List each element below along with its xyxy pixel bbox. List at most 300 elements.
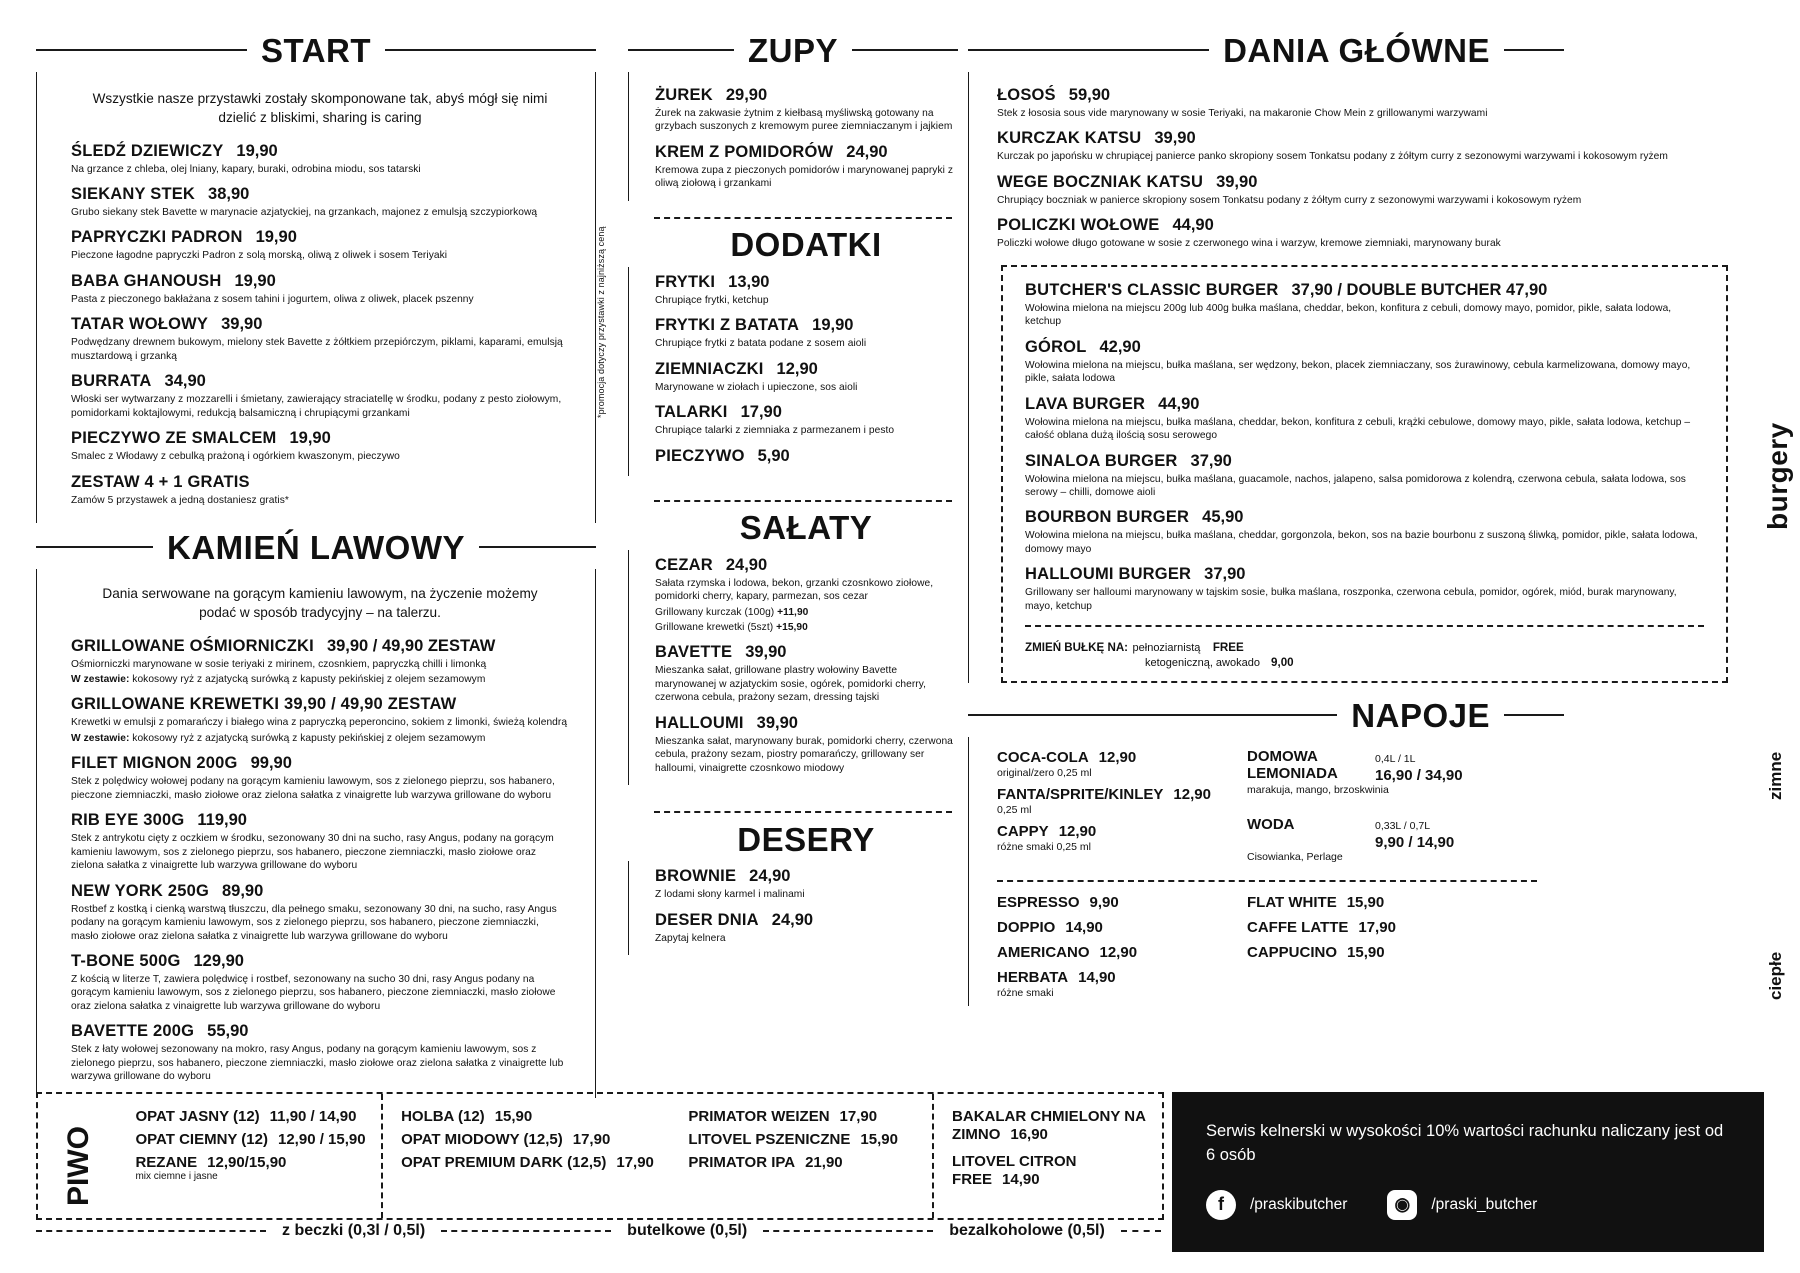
- facebook-icon[interactable]: f: [1206, 1190, 1236, 1220]
- item-description: Zamów 5 przystawek a jedną dostaniesz gratis*: [71, 494, 289, 506]
- drinks-hot-right: [1247, 894, 1547, 1006]
- cieple-vertical-label: ciepłe: [1766, 951, 1785, 1000]
- drink-price: 16,90 / 34,90: [1375, 767, 1463, 785]
- rule-left: [628, 49, 734, 51]
- item-set-description: W zestawie: kokosowy ryż z azjatycką surówką z kapusty pekińskiej z olejem sezamowym: [71, 732, 486, 744]
- item-price: 39,90: [745, 643, 787, 662]
- beer-price: 14,90: [1002, 1170, 1040, 1188]
- item-description: Wołowina mielona na miejscu, bułka maślana, cheddar, bekon, konfitura z cebuli, krążki cebulowe, domowy mayo, pikle, sałata lodowa, ketchup – całość oblana dużą ilością sosu serowego: [1025, 416, 1691, 442]
- item-description: Policzki wołowe długo gotowane w sosie z czerwonego wina i warzyw, kremowe ziemniaki, marynowany burak: [997, 238, 1501, 250]
- item-description: Pasta z pieczonego bakłażana z sosem tahini i jogurtem, oliwa z oliwek, placek pszenny: [71, 293, 474, 305]
- item-description: Krewetki w emulsji z pomarańczy i białego wina z papryczką peperoncino, sokiem z limonki, świeżą kolendrą: [71, 717, 568, 729]
- item-description: Grubo siekany stek Bavette w marynacie azjatyckiej, na grzankach, majonez z emulsją szczypiorkową: [71, 206, 538, 218]
- drink-row: [997, 894, 1247, 912]
- item-name: ZIEMNIACZKI: [655, 359, 764, 378]
- item-price: 37,90 / DOUBLE BUTCHER 47,90: [1291, 280, 1548, 299]
- menu-item: [655, 643, 958, 704]
- social-links: [1206, 1190, 1730, 1220]
- item-description: Wołowina mielona na miejscu, bułka maślana, guacamole, nachos, jalapeno, salsa pomidorowa z kolendrą, czerwona cebula, sałata lodowa, sos serowy – chilli, domowe aioli: [1025, 473, 1686, 498]
- item-description: Kurczak po japońsku w chrupiącej panierce panko skropiony sosem Tonkatsu podany z żółtym curry z sezonowymi warzywami i kokosowym ryżem: [997, 151, 1668, 163]
- drink-volume: 0,33L / 0,7L: [1375, 820, 1431, 833]
- item-name: TATAR WOŁOWY: [71, 315, 209, 334]
- item-price: 42,90: [1099, 337, 1141, 356]
- menu-item: [655, 316, 958, 350]
- menu-item: [71, 637, 569, 687]
- menu-item: [655, 360, 958, 394]
- item-description: Stek z antrykotu cięty z oczkiem w środku, sezonowany 30 dni na sucho, rasy Angus, podany na gorącym kamieniu lawowym, sos z zielonego pieprzu, sos habanero, pieczone ziemniaczki, masło ziołowe oraz zielona sałatka z vinaigrette lub warzywa grillowane do wyboru: [71, 833, 554, 872]
- item-name: CEZAR: [655, 555, 713, 574]
- napoje-body: [968, 737, 1768, 1006]
- set-label: W zestawie:: [71, 732, 130, 744]
- item-description: Mieszanka sałat, marynowany burak, pomidorki cherry, czerwona cebula, prażony sezam, piostry pomarańczy, grillowany ser halloumi, vinaigrette czosnkowo miodowy: [655, 735, 953, 774]
- beer-name: PRIMATOR IPA: [688, 1154, 796, 1171]
- salaty-body: [628, 550, 958, 786]
- section-header-zupy: [628, 28, 958, 72]
- item-name: SINALOA BURGER: [1025, 451, 1178, 470]
- section-header-salaty: [628, 506, 958, 550]
- menu-item: [997, 216, 1768, 250]
- drink-price: 12,90: [1173, 786, 1211, 804]
- rule-right: [479, 546, 596, 548]
- item-price: 45,90: [1202, 508, 1244, 527]
- beer-label-cell: [38, 1094, 117, 1218]
- item-description: Z lodami słony karmel i malinami: [655, 889, 805, 901]
- beer-name: BAKALAR CHMIELONY NA ZIMNO: [952, 1108, 1146, 1144]
- item-price: 19,90: [234, 271, 276, 290]
- piwo-vertical-label: PIWO: [62, 1126, 95, 1206]
- item-name: ŁOSOŚ: [997, 86, 1056, 104]
- item-name: FRYTKI Z BATATA: [655, 316, 800, 335]
- menu-item: [71, 754, 569, 802]
- drink-sub: różne smaki 0,25 ml: [997, 841, 1091, 854]
- item-addon: Grillowany kurczak (100g) +11,90: [655, 606, 809, 618]
- drink-name: DOPPIO: [997, 919, 1056, 937]
- menu-item: [1025, 565, 1704, 613]
- item-price: 24,90: [749, 867, 791, 886]
- drink-sub: różne smaki: [997, 987, 1054, 1000]
- column-middle: [628, 28, 958, 955]
- menu-item: [655, 143, 958, 191]
- drink-price: 9,90: [1089, 894, 1119, 912]
- menu-item: [997, 86, 1768, 120]
- item-name: BROWNIE: [655, 867, 737, 886]
- drink-price: 12,90: [1098, 749, 1137, 767]
- kamien-box: [36, 569, 596, 1098]
- beer-price: 17,90: [616, 1154, 654, 1171]
- drink-name: CAPPUCINO: [1247, 944, 1338, 962]
- rule-right: [385, 49, 596, 51]
- item-price: 34,90: [164, 372, 206, 391]
- item-price: 39,90: [221, 315, 263, 334]
- item-name: LAVA BURGER: [1025, 394, 1146, 413]
- menu-item: [71, 228, 569, 262]
- section-header-kamien: [36, 525, 596, 569]
- beer-name: OPAT MIODOWY (12,5): [401, 1131, 563, 1148]
- drink-row: [997, 919, 1247, 937]
- bun-swap-label: ZMIEŃ BUŁKĘ NA:: [1025, 641, 1129, 655]
- item-name: RIB EYE 300G: [71, 811, 185, 830]
- beer-footer-nonalcoholic: bezalkoholowe (0,5l): [949, 1222, 1105, 1239]
- rule-right: [1504, 714, 1564, 716]
- drink-price: 15,90: [1347, 944, 1385, 962]
- item-description: Żurek na zakwasie żytnim z kiełbasą myśliwską gotowany na grzybach suszonych z kremowym puree ziemniaczanym i jajkiem: [655, 108, 953, 133]
- bun-swap-row: [1145, 656, 1704, 669]
- item-description: Wołowina mielona na miejscu, bułka maślana, cheddar, gorgonzola, bekon, sos na bazie bourbonu z suszoną śliwką, pomidor, pikle, sałata lodowa, domowy mayo: [1025, 530, 1698, 555]
- item-price: 19,90: [236, 141, 278, 160]
- item-description: Marynowane w ziołach i upieczone, sos aioli: [655, 381, 858, 393]
- beer-footer-draft: z beczki (0,3l / 0,5l): [282, 1222, 426, 1239]
- item-name: WEGE BOCZNIAK KATSU: [997, 172, 1204, 191]
- section-title-dania: DANIA GŁÓWNE: [1223, 31, 1490, 69]
- menu-item: [997, 173, 1768, 207]
- item-price: 89,90: [222, 881, 264, 900]
- rule-left: [968, 49, 1209, 51]
- item-description: Stek z łososia sous vide marynowany w sosie Teriyaki, na makaronie Chow Mein z grillowanymi warzywami: [997, 108, 1488, 119]
- beer-item: [688, 1131, 922, 1148]
- beer-col-bottled2: [670, 1094, 932, 1218]
- drink-sub: Cisowianka, Perlage: [1247, 851, 1343, 864]
- item-name: BUTCHER'S CLASSIC BURGER: [1025, 280, 1279, 299]
- menu-item: [71, 185, 569, 219]
- item-price: 129,90: [193, 951, 244, 970]
- section-title-napoje: NAPOJE: [1351, 696, 1490, 734]
- beer-price: 17,90: [572, 1131, 611, 1148]
- drink-name: FLAT WHITE: [1247, 894, 1337, 912]
- item-price: 13,90: [728, 272, 770, 291]
- instagram-icon[interactable]: ◉: [1387, 1190, 1417, 1220]
- item-description: Ośmiorniczki marynowane w sosie teriyaki z mirinem, czosnkiem, papryczką chilli i limonką: [71, 658, 487, 670]
- item-price: 44,90: [1172, 216, 1214, 235]
- section-title-start: START: [260, 31, 372, 69]
- drink-price: 17,90: [1358, 919, 1396, 937]
- zimne-vertical-label: zimne: [1766, 751, 1785, 800]
- beer-name: OPAT PREMIUM DARK (12,5): [401, 1154, 607, 1171]
- item-name: HALLOUMI BURGER: [1025, 565, 1192, 584]
- drink-price: 14,90: [1078, 969, 1116, 987]
- item-description: Włoski ser wytwarzany z mozzarelli i śmietany, zawierający straciatellę w środku, podany z pesto ziołowym, pomidorkami koktajlowymi, redukcją balsamiczną i chrupiącymi grzankami: [71, 394, 562, 419]
- item-price: 38,90: [208, 184, 250, 203]
- section-header-dodatki: [628, 223, 958, 267]
- drink-row: [1247, 749, 1547, 796]
- section-header-desery: [628, 817, 958, 861]
- rule-left: [36, 49, 247, 51]
- item-description: Mieszanka sałat, grillowane plastry wołowiny Bavette marynowanej w azjatyckim sosie, ogórek, pomidorki cherry, czerwona cebula, prażony sezam, dressing tajski: [655, 665, 927, 704]
- drink-row: [997, 786, 1247, 816]
- facebook-handle[interactable]: /praskibutcher: [1250, 1195, 1348, 1213]
- menu-item: [71, 695, 569, 745]
- burgery-vertical-label: burgery: [1762, 422, 1793, 530]
- rule-right: [1504, 49, 1564, 51]
- drink-price: 14,90: [1065, 919, 1103, 937]
- menu-item: [71, 142, 569, 176]
- drink-row: [1247, 919, 1547, 937]
- drinks-hot-left: [997, 894, 1247, 1006]
- beer-item: [135, 1108, 371, 1125]
- drink-name: ESPRESSO: [997, 894, 1080, 912]
- menu-item: [1025, 338, 1704, 386]
- desery-body: [628, 861, 958, 955]
- item-description: Podwędzany drewnem bukowym, mielony stek Bavette z żółtkiem przepiórczym, piklami, kaparami, emulsją musztardową i grzanką: [71, 337, 563, 362]
- rule-right: [852, 49, 958, 51]
- beer-name: OPAT CIEMNY (12): [135, 1131, 268, 1148]
- item-name: FRYTKI: [655, 272, 716, 291]
- item-set-description: W zestawie: kokosowy ryż z azjatycką surówką z kapusty pekińskiej z olejem sezamowym: [71, 673, 486, 685]
- item-price: 39,90: [1154, 129, 1196, 148]
- item-name: BAVETTE 200G: [71, 1022, 195, 1041]
- promo-footnote-vertical: *promocja dotyczy przystawki z najniższą ceną: [596, 226, 606, 418]
- drink-price: 12,90: [1099, 944, 1138, 962]
- beer-price: 12,90/15,90: [207, 1154, 287, 1171]
- menu-item: [1025, 452, 1704, 500]
- menu-item: [997, 129, 1768, 163]
- footer-dash-1: [36, 1230, 266, 1232]
- column-left: [36, 28, 596, 1098]
- service-charge-box: [1172, 1092, 1764, 1252]
- drink-row: [1247, 816, 1547, 863]
- beer-footer: [36, 1222, 1164, 1240]
- item-description: Pieczone łagodne papryczki Padron z solą morską, oliwą z oliwek i sosem Teriyaki: [71, 250, 448, 262]
- item-price: 12,90: [776, 359, 818, 378]
- section-title-zupy: ZUPY: [748, 31, 839, 69]
- beer-note: mix ciemne i jasne: [135, 1171, 218, 1182]
- item-name: POLICZKI WOŁOWE: [997, 216, 1160, 235]
- item-description: Smalec z Włodawy z cebulką prażoną i ogórkiem kwaszonym, pieczywo: [71, 451, 400, 463]
- item-name: GRILLOWANE OŚMIORNICZKI: [71, 636, 314, 655]
- beer-price: 21,90: [805, 1154, 843, 1171]
- beer-name: LITOVEL PSZENICZNE: [688, 1131, 851, 1148]
- bun-swap-option-1: pełnoziarnistą: [1132, 642, 1201, 655]
- item-name: BURRATA: [71, 372, 152, 391]
- item-name: DESER DNIA: [655, 910, 759, 929]
- drink-sub: marakuja, mango, brzoskwinia: [1247, 784, 1389, 797]
- beer-name: PRIMATOR WEIZEN: [688, 1108, 830, 1125]
- menu-item: [655, 911, 958, 945]
- item-addon: Grillowane krewetki (5szt) +15,90: [655, 621, 808, 633]
- section-title-dodatki: DODATKI: [730, 226, 882, 264]
- item-description: Rostbef z kostką i cienką warstwą tłuszczu, dla pełnego smaku, sezonowany 30 dni, na sucho, rasy Angus podany na gorącym kamieniu lawowym, sos z zielonego pieprzu, sos habanero, pieczone ziemniaczki, masło ziołowe oraz zielona sałatka z vinaigrette lub warzywa grillowane do wyboru: [71, 903, 557, 942]
- menu-item: [71, 952, 569, 1013]
- drink-name: CAFFE LATTE: [1247, 919, 1349, 937]
- drink-row: [997, 823, 1247, 853]
- beer-item: [401, 1131, 660, 1148]
- item-name: TALARKI: [655, 403, 728, 422]
- start-intro: Wszystkie nasze przystawki zostały skomponowane tak, abyś mógł się nimi dzielić z bliskimi, sharing is caring: [92, 91, 548, 125]
- beer-price: 17,90: [839, 1108, 878, 1125]
- item-name: ŚLEDŹ DZIEWICZY: [71, 141, 224, 160]
- menu-item: [655, 867, 958, 901]
- item-price: 5,90: [757, 446, 790, 465]
- item-name: ŻUREK: [655, 86, 713, 104]
- item-description: Grillowany ser halloumi marynowany w tajskim sosie, bułka maślana, roszponka, czerwona cebula, pomidor, ogórek, miód, burak marynowany, mayo, ketchup: [1025, 587, 1677, 612]
- bun-swap-price-2: 9,00: [1271, 656, 1294, 670]
- item-name: T-BONE 500G: [71, 951, 181, 970]
- item-name: PAPRYCZKI PADRON: [71, 228, 243, 247]
- item-name: BABA GHANOUSH: [71, 271, 222, 290]
- bun-swap-row: [1025, 638, 1704, 656]
- drink-price: 12,90: [1058, 823, 1097, 841]
- bun-swap-price-1: FREE: [1212, 641, 1244, 655]
- item-price: 119,90: [197, 811, 247, 830]
- beer-price: 16,90: [1010, 1126, 1048, 1144]
- section-title-salaty: SAŁATY: [739, 509, 873, 547]
- item-price: 24,90: [846, 142, 888, 161]
- item-description: Zapytaj kelnera: [655, 932, 726, 944]
- burgers-box: [1001, 265, 1728, 683]
- menu-item: [655, 714, 958, 775]
- drinks-cold: [997, 749, 1768, 870]
- dodatki-body: [628, 267, 958, 476]
- service-charge-text: Serwis kelnerski w wysokości 10% wartości rachunku naliczany jest od 6 osób: [1206, 1122, 1724, 1164]
- item-price: 44,90: [1158, 394, 1200, 413]
- beer-name: HOLBA (12): [401, 1108, 485, 1125]
- menu-item: [1025, 395, 1704, 443]
- item-price: 99,90: [250, 754, 292, 773]
- bun-swap-block: [1025, 625, 1704, 669]
- item-price: 55,90: [207, 1022, 249, 1041]
- footer-dash-3: [763, 1230, 933, 1232]
- beer-item: [952, 1153, 1152, 1190]
- beer-item: [688, 1154, 922, 1171]
- section-title-kamien: KAMIEŃ LAWOWY: [167, 528, 465, 566]
- menu-item: [1025, 281, 1704, 329]
- item-name: GÓROL: [1025, 337, 1087, 356]
- menu-item: [655, 447, 958, 466]
- item-description: Chrupiące frytki, ketchup: [655, 294, 769, 306]
- item-price: 19,90: [812, 316, 854, 335]
- drink-name: FANTA/SPRITE/KINLEY: [997, 786, 1164, 804]
- drink-row: [997, 749, 1247, 779]
- menu-item: [71, 473, 569, 507]
- section-header-napoje: [968, 693, 1564, 737]
- item-name: ZESTAW 4 + 1 GRATIS: [71, 472, 250, 491]
- menu-item: [71, 811, 569, 872]
- beer-item: [135, 1131, 371, 1148]
- beer-name: LITOVEL CITRON FREE: [952, 1152, 1077, 1188]
- item-price: 39,90: [756, 713, 798, 732]
- drink-row: [1247, 944, 1547, 962]
- item-description: Kremowa zupa z pieczonych pomidorów i marynowanej papryki z oliwą ziołową i grzankami: [655, 164, 953, 190]
- divider-dashed: [654, 500, 952, 502]
- item-name: PIECZYWO: [655, 446, 745, 465]
- item-price: 29,90: [725, 86, 768, 104]
- item-name: FILET MIGNON 200G: [71, 754, 238, 773]
- drink-row: [997, 944, 1247, 962]
- set-label: W zestawie:: [71, 673, 130, 685]
- menu-item: [655, 273, 958, 307]
- beer-price: 11,90 / 14,90: [269, 1108, 357, 1125]
- section-header-dania: [968, 28, 1564, 72]
- drinks-cold-left: [997, 749, 1247, 870]
- item-description: Stek z polędwicy wołowej podany na gorącym kamieniu lawowym, sos z zielonego pieprzu, sos habanero, pieczone ziemniaczki, masło ziołowe oraz zielona sałatka z vinaigrette lub warzywa grillowane do wyboru: [71, 776, 555, 801]
- instagram-handle[interactable]: /praski_butcher: [1431, 1195, 1538, 1213]
- bun-swap-option-2: ketogeniczną, awokado: [1145, 657, 1260, 670]
- beer-footer-bottled: butelkowe (0,5l): [627, 1222, 748, 1239]
- drink-name: AMERICANO: [997, 944, 1090, 962]
- divider-dashed: [654, 811, 952, 813]
- start-box: [36, 72, 596, 523]
- item-description: Sałata rzymska i lodowa, bekon, grzanki czosnkowo ziołowe, pomidorki cherry, kapary, parmezan, sos cezar: [655, 577, 934, 603]
- rule-left: [36, 546, 153, 548]
- beer-item: [401, 1108, 660, 1125]
- beer-section: [36, 1092, 1164, 1220]
- beer-item: [952, 1108, 1152, 1145]
- column-right: [968, 28, 1768, 1006]
- beer-price: 15,90: [494, 1108, 533, 1125]
- beer-price: 12,90 / 15,90: [278, 1131, 366, 1148]
- drink-name: CAPPY: [997, 823, 1049, 841]
- beer-col-nonalcoholic: [934, 1094, 1162, 1218]
- menu-item: [71, 429, 569, 463]
- drink-volume: 0,4L / 1L: [1375, 753, 1416, 766]
- item-price: 37,90: [1190, 451, 1232, 470]
- drink-sub: 0,25 ml: [997, 804, 1032, 817]
- item-price: 19,90: [255, 228, 297, 247]
- divider-dashed: [654, 217, 952, 219]
- item-name: HALLOUMI: [655, 713, 744, 732]
- item-description: Wołowina mielona na miejscu 200g lub 400g bułka maślana, cheddar, bekon, konfitura z cebuli, domowy mayo, pomidor, pikle, sałata lodowa, ketchup: [1025, 302, 1672, 328]
- item-name: KREM Z POMIDORÓW: [655, 142, 834, 161]
- menu-item: [655, 403, 958, 437]
- item-description: Z kością w literze T, zawiera polędwicę i rostbef, sezonowany na sucho 30 dni, rasy Angus podany na gorącym kamieniu lawowym, sos z zielonego pieprzu, sos habanero, pieczone ziemniaczki, masło ziołowe oraz zielona sałatka z vinaigrette lub warzywa grillowane do wyboru: [71, 973, 556, 1012]
- item-price: 17,90: [740, 403, 782, 422]
- item-description: Wołowina mielona na miejscu, bułka maślana, ser wędzony, bekon, placek ziemniaczany, sos żurawinowy, cebula karmelizowana, domowy mayo, pikle, sałata lodowa: [1025, 359, 1691, 385]
- drink-name: WODA: [1247, 816, 1295, 834]
- item-price: 39,90: [1216, 172, 1258, 191]
- kamien-intro: Dania serwowane na gorącym kamieniu lawowym, na życzenie możemy podać w sposób tradycyjny – na talerzu.: [102, 586, 538, 620]
- rule-left: [968, 714, 1337, 716]
- dania-body: [968, 72, 1768, 683]
- item-name: BOURBON BURGER: [1025, 508, 1190, 527]
- menu-item: [1025, 508, 1704, 556]
- item-name: GRILLOWANE KREWETKI 39,90 / 49,90 ZESTAW: [71, 695, 457, 714]
- drinks-hot: [997, 894, 1768, 1006]
- item-price: 39,90 / 49,90 ZESTAW: [326, 636, 496, 655]
- item-description: Stek z łaty wołowej sezonowany na mokro, rasy Angus, podany na gorącym kamieniu lawowym, sos z zielonego pieprzu, sos habanero, pieczone ziemniaczki, masło ziołowe oraz zielona sałatka z vinaigrette lub warzywa grillowane do wyboru: [71, 1044, 564, 1083]
- beer-price: 15,90: [860, 1131, 898, 1148]
- menu-item: [71, 372, 569, 420]
- footer-dash-4: [1121, 1230, 1161, 1232]
- section-header-start: [36, 28, 596, 72]
- drink-row: [1247, 894, 1547, 912]
- beer-col-bottled: [383, 1094, 670, 1218]
- menu-item: [655, 86, 958, 134]
- menu-item: [71, 315, 569, 363]
- beer-name: OPAT JASNY (12): [135, 1108, 260, 1125]
- item-price: 37,90: [1204, 565, 1246, 584]
- item-price: 24,90: [725, 555, 768, 574]
- drink-name: DOMOWA LEMONIADA: [1247, 748, 1338, 783]
- beer-item: [401, 1154, 660, 1171]
- item-description: Chrupiące talarki z ziemniaka z parmezanem i pesto: [655, 425, 895, 437]
- footer-dash-2: [441, 1230, 611, 1232]
- section-title-desery: DESERY: [737, 820, 875, 858]
- drink-price: 9,90 / 14,90: [1375, 834, 1455, 852]
- menu-item: [71, 882, 569, 943]
- item-description: Chrupiący boczniak w panierce skropiony sosem Tonkatsu podany z żółtym curry z sezonowymi warzywami i kokosowym ryżem: [997, 194, 1582, 206]
- item-name: SIEKANY STEK: [71, 184, 196, 203]
- item-description: Chrupiące frytki z batata podane z sosem aioli: [655, 338, 867, 350]
- drink-name: COCA-COLA: [997, 749, 1089, 767]
- item-description: Na grzance z chleba, olej lniany, kapary, buraki, odrobina miodu, sos tatarski: [71, 163, 421, 175]
- item-name: BAVETTE: [655, 643, 733, 662]
- item-price: 24,90: [771, 910, 814, 929]
- beer-col-draft: [117, 1094, 381, 1218]
- zupy-body: [628, 72, 958, 201]
- menu-item: [71, 1022, 569, 1083]
- item-price: 19,90: [289, 429, 331, 448]
- drink-row: [997, 969, 1247, 999]
- beer-item: [688, 1108, 922, 1125]
